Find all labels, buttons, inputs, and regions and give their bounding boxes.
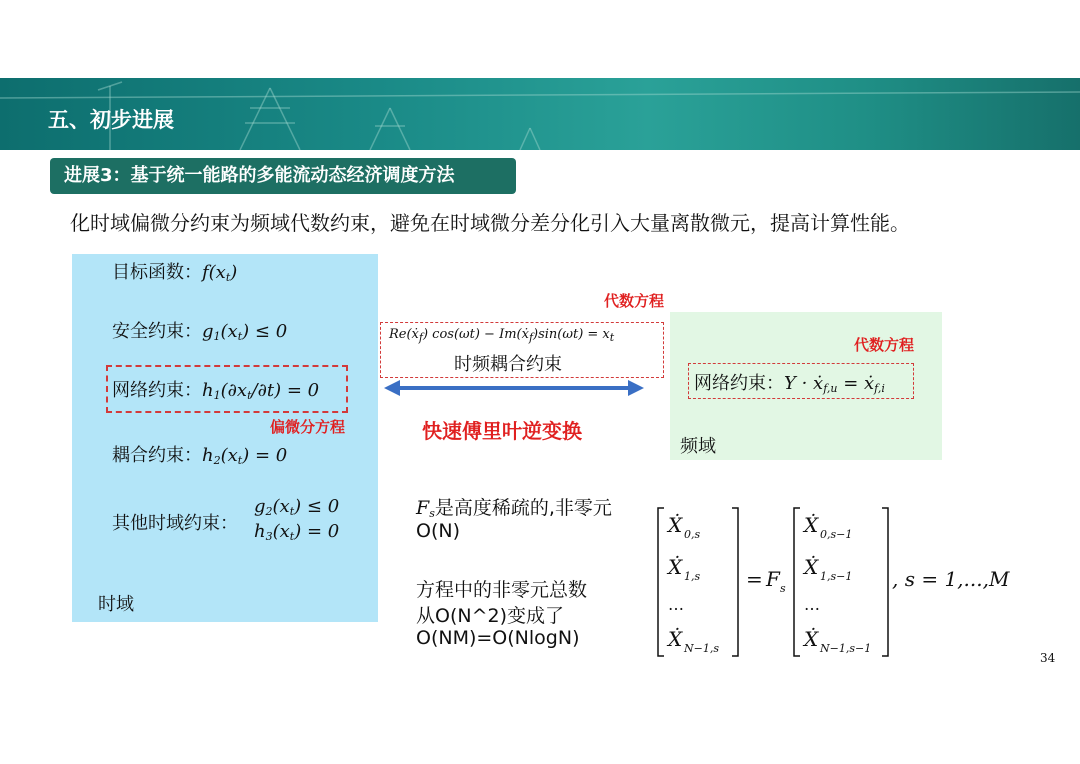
other-formula-h3: $h_3(x_t) = 0$ [254,521,340,543]
svg-text:N−1,s−1: N−1,s−1 [820,642,872,655]
time-domain-label: 时域 [98,594,134,615]
sparsity-note-line2: O(N) [416,520,460,542]
svg-text:Ẋ: Ẋ [668,513,683,537]
svg-text:Ẋ: Ẋ [804,555,819,579]
safety-constraint [112,317,287,343]
sparsity-note-line4: 从O(N^2)变成了 [416,605,565,627]
summary-text: 化时域偏微分约束为频域代数约束，避免在时域微分差分化引入大量离散微元，提高计算性能。 [70,211,910,235]
progress-tag: 进展3：基于统一能路的多能流动态经济调度方法 [50,158,516,194]
sparsity-text: 是高度稀疏的,非零元 [434,497,612,519]
svg-text:0,s: 0,s [684,528,701,541]
coupling-formula-re-im: Re(ẋ$_f$) cos(ωt) − Im(ẋ$_f$)sin(ωt) = $x_t$ [389,327,615,344]
safety-label: 安全约束： [112,321,202,342]
svg-text:N−1,s: N−1,s [684,642,719,655]
pde-tag: 偏微分方程 [270,418,346,436]
network-constraint-freq [694,369,885,395]
svg-text:=: = [746,567,763,591]
svg-text:Ẋ: Ẋ [804,627,819,651]
svg-text:1,s: 1,s [684,570,701,583]
svg-text:1,s−1: 1,s−1 [820,570,853,583]
network-formula-time: $h_1(\partial x_t/\partial t) = 0$ [202,380,320,402]
transform-label: 快速傅里叶逆变换 [422,419,582,443]
transform-arrow [384,378,644,398]
objective-label: 目标函数： [112,262,202,283]
svg-text:…: … [804,595,820,614]
sparsity-note-line5: O(NM)=O(NlogN) [416,627,580,649]
freq-algebraic-tag: 代数方程 [854,336,915,354]
svg-text:Ẋ: Ẋ [668,627,683,651]
network-label-freq: 网络约束： [694,373,784,394]
svg-text:0,s−1: 0,s−1 [820,528,853,541]
matrix-equation [650,500,1020,664]
fs-symbol: $F_s$ [416,497,435,520]
svg-text:Ẋ: Ẋ [668,555,683,579]
freq-domain-label: 频域 [680,436,716,457]
time-domain-panel [72,254,378,622]
matrix-suffix: , s = 1,...,M [892,567,1010,591]
other-constraints-label: 其他时域约束： [112,513,238,534]
other-formula-g2: $g_2(x_t) \le 0$ [254,496,340,518]
svg-text:Ẋ: Ẋ [804,513,819,537]
section-title: 五、初步进展 [48,108,174,132]
network-constraint-time [112,376,319,402]
network-formula-freq: Y · ẋ$_{f,u}$ = ẋ$_{f,i}$ [784,373,885,395]
sparsity-note-line3: 方程中的非零元总数 [416,579,588,601]
safety-formula: $g_1(x_t) \le 0$ [202,321,288,343]
coupling-constraint [112,441,287,467]
svg-text:s: s [780,582,786,595]
coupling-algebraic-tag: 代数方程 [604,292,665,310]
objective-formula: $f(x_t)$ [202,262,238,284]
coupling-label: 耦合约束： [112,445,202,466]
sparsity-note-line1 [416,493,612,520]
coupling-caption: 时频耦合约束 [454,354,562,375]
svg-text:F: F [766,567,780,591]
objective-function [112,258,237,284]
page-number: 34 [1040,651,1056,665]
network-label-time: 网络约束： [112,380,202,401]
svg-text:…: … [668,595,684,614]
coupling-formula: $h_2(x_t) = 0$ [202,445,288,467]
